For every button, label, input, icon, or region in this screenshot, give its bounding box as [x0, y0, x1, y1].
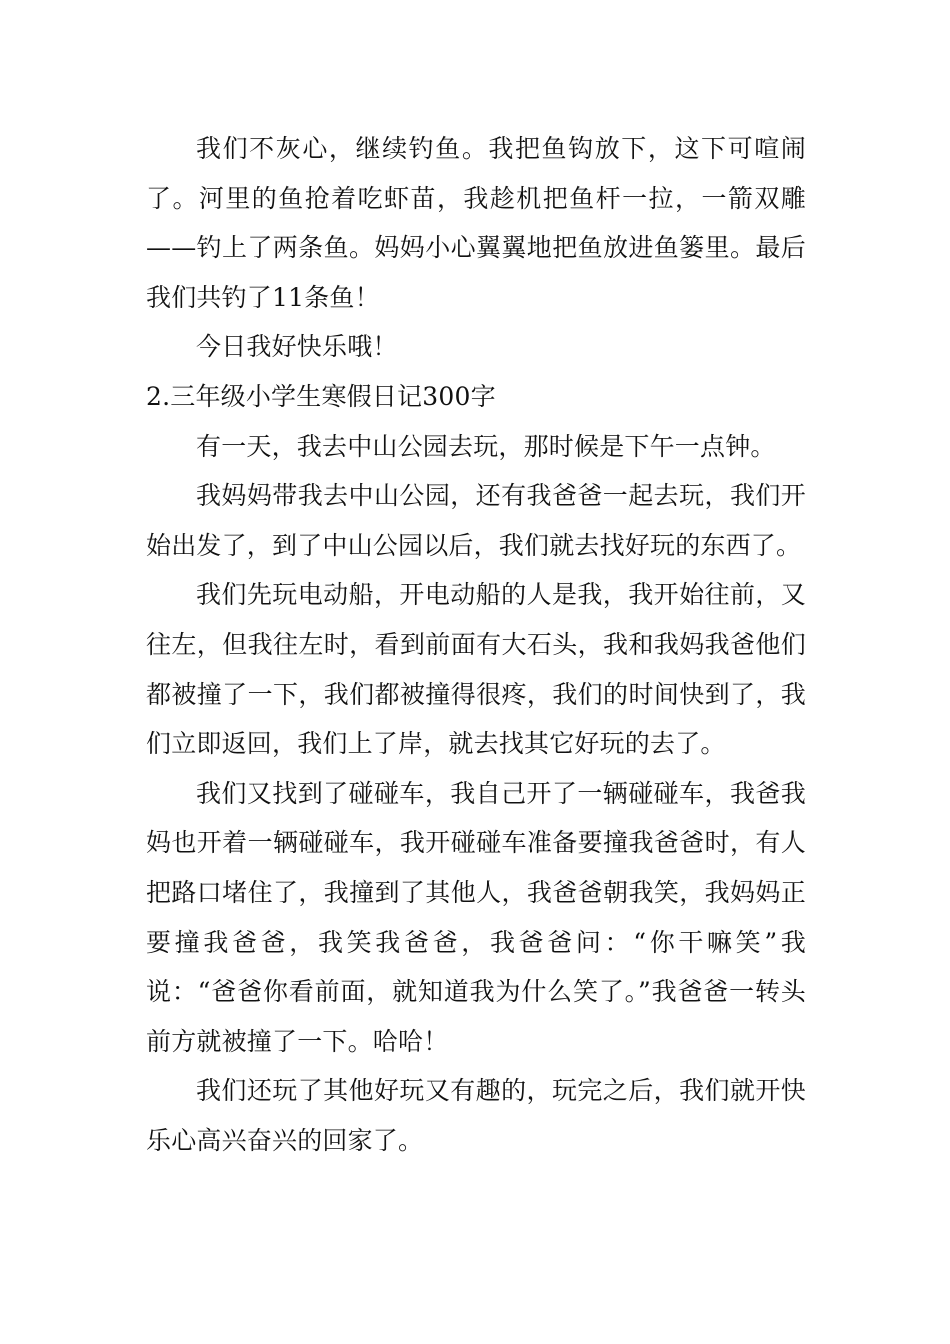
document-body [146, 124, 806, 1165]
paragraph-electric-boat: 我们先玩电动船，开电动船的人是我，我开始往前，又往左，但我往左时，看到前面有大石头，我和我妈我爸他们都被撞了一下，我们都被撞得很疼，我们的时间快到了，我们立即返回，我们上了岸，就去找其它好玩的去了。 [146, 580, 806, 759]
paragraph-park-intro: 有一天，我去中山公园去玩，那时候是下午一点钟。 [196, 431, 776, 461]
paragraph-happy-today: 今日我好快乐哦！ [196, 332, 398, 362]
paragraph-park-departure: 我妈妈带我去中山公园，还有我爸爸一起去玩，我们开始出发了，到了中山公园以后，我们就去找好玩的东西了。 [146, 481, 806, 560]
section-heading: 2.三年级小学生寒假日记300字 [146, 381, 496, 411]
paragraph-bumper-cars: 我们又找到了碰碰车，我自己开了一辆碰碰车，我爸我妈也开着一辆碰碰车，我开碰碰车准备要撞我爸爸时，有人把路口堵住了，我撞到了其他人，我爸爸朝我笑，我妈妈正要撞我爸爸，我笑我爸爸，我爸爸问：“你干嘛笑”我说：“爸爸你看前面，就知道我为什么笑了。”我爸爸一转头前方就被撞了一下。哈哈！ [146, 778, 806, 1056]
paragraph-fishing-ending: 我们不灰心，继续钓鱼。我把鱼钩放下，这下可喧闹了。河里的鱼抢着吃虾苗，我趁机把鱼杆一拉，一箭双雕——钓上了两条鱼。妈妈小心翼翼地把鱼放进鱼篓里。最后我们共钓了11条鱼！ [146, 134, 806, 312]
paragraph-going-home: 我们还玩了其他好玩又有趣的，玩完之后，我们就开快乐心高兴奋兴的回家了。 [146, 1076, 806, 1155]
